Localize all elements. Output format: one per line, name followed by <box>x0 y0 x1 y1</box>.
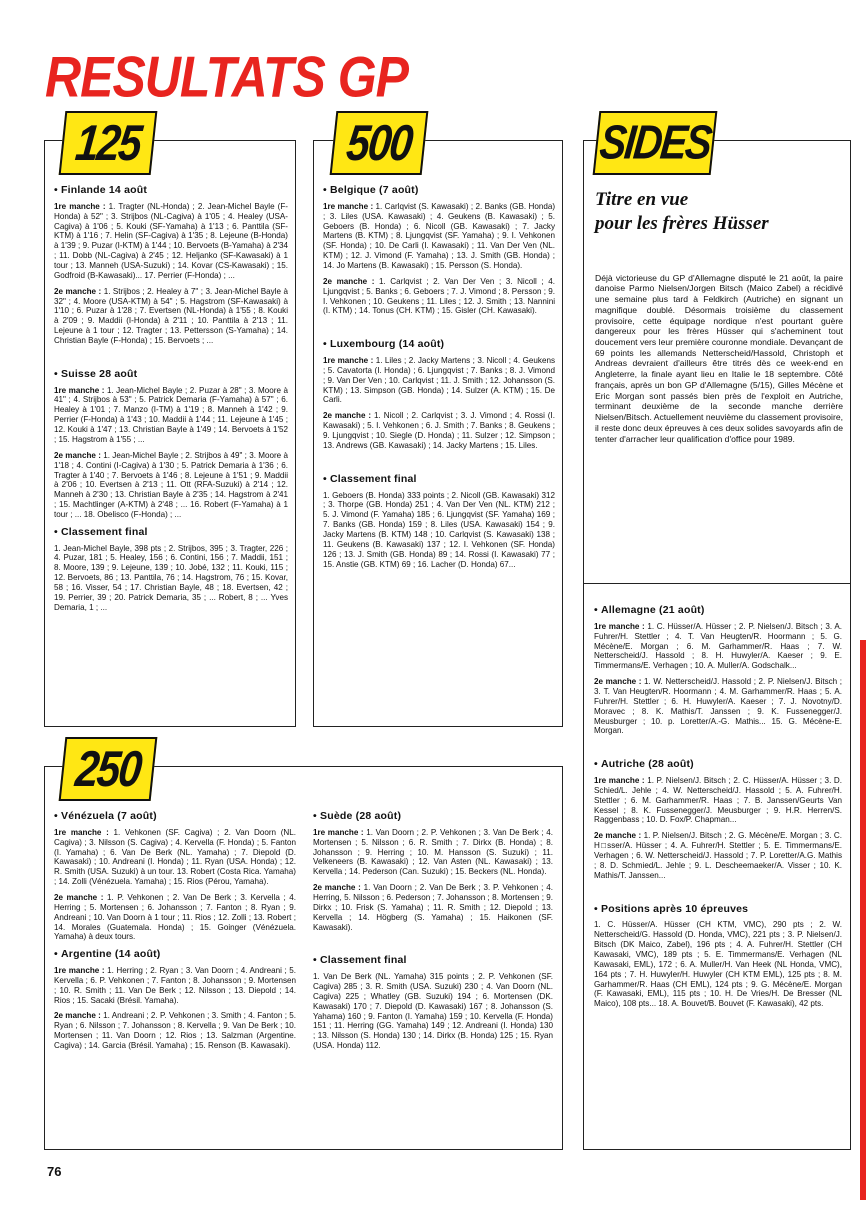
column-sides <box>594 604 842 1015</box>
manche-label: 1re manche : <box>323 356 374 366</box>
tag-sides: SIDES <box>593 111 718 175</box>
heading-argentine: • Argentine (14 août) <box>54 948 296 961</box>
tag-250: 250 <box>59 737 158 801</box>
manche-label: 1re manche : <box>323 201 374 211</box>
paragraph <box>323 411 555 450</box>
tag-500: 500 <box>330 111 429 175</box>
heading-classement: • Classement final <box>313 954 553 967</box>
results-text: 1. Carlqvist (S. Kawasaki) ; 2. Banks (GB. Honda) ; 3. Liles (USA. Kawasaki) ; 4. Geukens (B. Kawasaki) ; 5. Geboers (B. Honda) ; 6. Nicoll (GB. Kawasaki) ; 7. Jacky Martens (B. KTM) ; 8. Ljungqvist (SF. Yamaha) ; 9. I. Vehkonen (SF. Honda) ; 10. De Carli (I. Kawasaki) ; 11. Van Der Ven (NL. KTM) ; 12. J. Vimond (F. Yamaha) ; 13. J. Smith (GB. Honda) ; 14. Jo Martens (B. Kawasaki) ; 15. Persson (S. Honda). <box>323 201 556 270</box>
heading-belgique: • Belgique (7 août) <box>323 184 555 197</box>
paragraph <box>594 831 842 880</box>
paragraph <box>54 893 296 942</box>
paragraph <box>54 386 288 445</box>
tag-125: 125 <box>59 111 158 175</box>
results-text: 1. Carlqvist ; 2. Van Der Ven ; 3. Nicoll ; 4. Ljungqvist ; 5. Banks ; 6. Geboers ; 7. J. Vimond ; 8. Persson ; 9. I. Vehkonen ; 10. Geukens ; 11. Liles ; 12. J. Smith ; 13. Nannini (I. KTM) ; 14. Tonus (CH. KTM) ; 15. Gisler (CH. Kawasaki). <box>323 276 555 316</box>
results-text: 1. W. Netterscheid/J. Hassold ; 2. P. Nielsen/J. Bitsch ; 3. T. Van Heugten/R. Hoormann ; 4. M. Garhammer/R. Haas ; 5. A. Fuhrer/H. Stettler ; 6. H. Huwyler/A. Kaeser ; 7. J. Novotny/D. Moravec ; 8. K. Mathis/T. Janssen ; 9. K. Fussenegger/J. Meusburger ; 10. p. Loretter/A.-G. Mathis... 15. G. Mécène-E. Morgan. <box>594 677 842 736</box>
paragraph <box>54 1011 296 1050</box>
paragraph <box>313 828 553 877</box>
column-500 <box>323 184 555 575</box>
manche-label: 2e manche : <box>54 286 102 296</box>
heading-luxembourg: • Luxembourg (14 août) <box>323 338 555 351</box>
manche-label: 1re manche : <box>54 385 105 395</box>
results-text: 1. Tragter (NL-Honda) ; 2. Jean-Michel Bayle (F-Honda) à 52" ; 3. Strijbos (NL-Cagiva) à 1'05 ; 4. Healey (USA-Cagiva) à 1'06 ; 5. Kouki (SF-Yamaha) à 1'13 ; 6. Panttila (SF-KTM) à 1'16 ; 7. Helin (SF-Cagiva) à 1'35 ; 8. Lejeune (B-Honda) à 1'39 ; 9. Puzar (I-KTM) à 1'44 ; 10. Bervoets (B-Yamaha) à 2'34 ; 11. Dobb (NL-Cagiva) à 2'45 ; 12. Heljanko (SF-Kawasaki) à 1 tour ; 13. Manneh (USA-Suzuki) ; 14. Kovar (CS-Kawasaki) ; 15. Godfroid (B-Kawasaki)... 17. Perrier (F-Honda) ; ... <box>54 201 289 280</box>
manche-label: 1re manche : <box>594 621 645 631</box>
paragraph <box>313 883 553 932</box>
results-text: 1. Jean-Michel Bayle, 398 pts ; 2. Strijbos, 395 ; 3. Tragter, 226 ; 4. Puzar, 181 ; 5. Healey, 156 ; 6. Contini, 156 ; 7. Maddii, 151 ; 8. Moore, 139 ; 9. Lejeune, 139 ; 10. Jobé, 132 ; 11. Kouki, 115 ; 12. Bervoets, 86 ; 13. Panttila, 76 ; 14. Hagstrom, 76 ; 15. Kovar, 58 ; 16. Visser, 54 ; 17. Christian Bayle, 48 ; 18. Evertsen, 42 ; 19. Perrier, 39 ; 20. Patrick Demaria, 35 ; ... Robert, 8 ; ... Yves Demaria, 1 ; ... <box>54 543 288 612</box>
heading-classement: • Classement final <box>54 526 288 539</box>
results-text: 1. Strijbos ; 2. Healey à 7" ; 3. Jean-Michel Bayle à 32" ; 4. Moore (USA-KTM) à 54" ; 5. Hagstrom (SF-Kawasaki) à 1'10 ; 6. Puzar à 1'28 ; 7. Evertsen (NL-Honda) à 1'55 ; 8. Kouki à 2'09 ; 9. Maddii (I-Honda) à 2'11 ; 10. Panttila à 2'13 ; 11. Lejeune à 1 tour ; 12. Tragter ; 13. Pettersson (S-Yamaha) ; 14. Christian Bayle (F-Honda) ; 15. Bervoets ; ... <box>54 286 288 345</box>
heading-finlande: • Finlande 14 août <box>54 184 288 197</box>
results-text: 1. Andreani ; 2. P. Vehkonen ; 3. Smith ; 4. Fanton ; 5. Ryan ; 6. Nilsson ; 7. Johansson ; 8. Kervella ; 9. Van De Berk ; 10. Mortensen ; 11. Van Doorn ; 12. Rios ; 13. Salzman (Argentine. Cagiva) ; 14. Garcia (Brésil. Yamaha) ; 15. Renson (B. Kawasaki). <box>54 1011 296 1051</box>
paragraph <box>54 451 288 520</box>
paragraph <box>54 966 296 1005</box>
paragraph <box>323 202 555 271</box>
manche-label: 2e manche : <box>323 411 372 421</box>
heading-classement: • Classement final <box>323 473 555 486</box>
manche-label: 1re manche : <box>594 776 645 786</box>
paragraph <box>54 287 288 346</box>
heading-venezuela: • Vénézuela (7 août) <box>54 810 296 823</box>
heading-suede: • Suède (28 août) <box>313 810 553 823</box>
manche-label: 1re manche : <box>54 966 105 976</box>
results-text: 1. P. Nielsen/J. Bitsch ; 2. G. Mécène/E. Morgan ; 3. C. H□sser/A. Hüsser ; 4. A. Fuhrer/H. Stettler ; 5. E. Timmermans/E. Verhagen ; 6. W. Netterscheid/J. Hassold ; 7. P. Loretter/A.G. Mathis ; 8. D. Schmied/L. Jehle ; 9. L. Descheemaeker/A. Visser ; 10. K. Mathis/T. Janssen... <box>594 831 843 880</box>
manche-label: 2e manche : <box>54 1011 101 1021</box>
manche-label: 2e manche : <box>54 450 101 460</box>
results-text: 1. Jean-Michel Bayle ; 2. Puzar à 28" ; 3. Moore à 41" ; 4. Strijbos à 53" ; 5. Patrick Demaria (F-Yamaha) à 57" ; 6. Healey à 1'01 ; 7. Manzo (I-TM) à 1'19 ; 8. Manneh à 1'42 ; 9. Perrier (F-Honda) à 1'43 ; 10. Maddii à 1'44 ; 11. Lejeune à 1'45 ; 12. Kouki à 1'47 ; 13. Christian Bayle à 1'49 ; 14. Bervoets à 1'52 ; 15. Hagstrom à 1'55 ; ... <box>54 385 289 444</box>
manche-label: 2e manche : <box>594 677 642 687</box>
results-text: 1. P. Vehkonen ; 2. Van De Berk ; 3. Kervella ; 4. Herring ; 5. Mortensen ; 6. Johansson ; 7. Fanton ; 8. Ryan ; 9. Andreani ; 10. Van Doorn à 1 tour ; 11. Rios ; 12. Zolli ; 13. Robert ; 14. Morales (Guatemala. Honda) ; 15. Goinger (Vénézuela. Yamaha) à deux tours. <box>54 892 297 942</box>
manche-label: 1re manche : <box>313 827 364 837</box>
paragraph <box>54 202 288 281</box>
sides-headline <box>595 188 845 236</box>
heading-allemagne: • Allemagne (21 août) <box>594 604 842 617</box>
paragraph <box>54 828 296 887</box>
manche-label: 2e manche : <box>54 892 104 902</box>
results-text: 1. Liles ; 2. Jacky Martens ; 3. Nicoll ; 4. Geukens ; 5. Cavatorta (I. Honda) ; 6. Ljungqvist ; 7. Banks ; 8. J. Vimond ; 9. Van Der Ven ; 10. Carlqvist ; 11. J. Smith ; 12. Johansson (S. KTM) ; 13. Simpson (GB. Honda) ; 14. Sulzer (A. KTM) ; 15. De Carli. <box>323 356 555 405</box>
results-text: 1. Van Doorn ; 2. P. Vehkonen ; 3. Van De Berk ; 4. Mortensen ; 5. Nilsson ; 6. R. Smith ; 7. Dirkx (B. Honda) ; 8. Johansson ; 9. Herring ; 10. M. Hansson (S. Suzuki) ; 11. Velkeneers (B. Kawasaki) ; 12. Van Asten (NL. Kawasaki) ; 13. Kervella ; 14. Pederson (Can. Suzuki) ; 15. Beckers (NL. Honda). <box>313 827 554 877</box>
paragraph <box>594 677 842 736</box>
column-250-left <box>54 810 296 1057</box>
page-title: RESULTATS GP <box>45 44 408 109</box>
column-250-right <box>313 810 553 1057</box>
heading-positions: • Positions après 10 épreuves <box>594 903 842 916</box>
headline-line-2: pour les frères Hüsser <box>595 212 769 234</box>
heading-suisse: • Suisse 28 août <box>54 368 288 381</box>
results-text: 1. Van Doorn ; 2. Van De Berk ; 3. P. Vehkonen ; 4. Herring, 5. Nilsson ; 6. Pederson ; 7. Johansson ; 8. Mortensen ; 9. Dirkx ; 10. Frisk (S. Yamaha) ; 11. R. Smith ; 12. Diepold ; 13. Kervella ; 14. Högberg (S. Yamaha) ; 15. Haikonen (SF. Kawasaki). <box>313 883 553 932</box>
manche-label: 2e manche : <box>594 831 642 841</box>
results-text: 1. P. Nielsen/J. Bitsch ; 2. C. Hüsser/A. Hüsser ; 3. D. Schied/L. Jehle ; 4. W. Netterscheid/J. Hassold ; 5. A. Fuhrer/H. Stettler ; 6. M. Garhammer/R. Haas ; 7. B. Janssen/Geurts Van Kessel ; 8. K. Fussenegger/J. Meusburger ; 9. H.R. Herren/S. Raggenbass ; 10. D. Fox/P. Chapman... <box>594 776 842 825</box>
results-text: 1. C. Hüsser/A. Hüsser ; 2. P. Nielsen/J. Bitsch ; 3. A. Fuhrer/H. Stettler ; 4. T. Van Heugten/R. Hoormann ; 5. G. Mécène/E. Morgan ; 6. M. Garhammer/R. Haas ; 7. W. Netterscheid/J. Hassold ; 8. H. Huwyler/A. Kaeser ; 9. E. Timmermans/E. Verhagen ; 10. A. Muller/A. Godschalk... <box>594 621 842 671</box>
manche-label: 2e manche : <box>323 276 375 286</box>
page-number: 76 <box>47 1164 62 1179</box>
column-125 <box>54 184 288 619</box>
results-text: 1. Geboers (B. Honda) 333 points ; 2. Nicoll (GB. Kawasaki) 312 ; 3. Thorpe (GB. Honda) 251 ; 4. Van Der Ven (NL. KTM) 212 ; 5. J. Vimond (F. Yamaha) 185 ; 6. Ljungqvist (SF. Yamaha) 169 ; 7. Banks (GB. Honda) 159 ; 8. Liles (USA. Kawasaki) 154 ; 9. Jacky Martens (B. KTM) 148 ; 10. Carlqvist (S. Kawasaki) 138 ; 11. Geukens (B. Kawasaki) 137 ; 12. I. Vehkonen (SF. Honda) 126 ; 13. J. Smith (GB. Honda) 89 ; 14. Rossi (I. Kawasaki) 77 ; 15. Anstie (GB. KTM) 69 ; 16. Lacher (D. Honda) 67... <box>323 490 555 569</box>
results-text: 1. Nicoll ; 2. Carlqvist ; 3. J. Vimond ; 4. Rossi (I. Kawasaki) ; 5. I. Vehkonen ; 6. J. Smith ; 7. Banks ; 8. Geukens ; 9. Ljungqvist ; 10. Siegle (D. Honda) ; 11. Sulzer ; 12. Simpson ; 13. Andrews (GB. Kawasaki) ; 14. Jacky Martens ; 15. Liles. <box>323 411 555 450</box>
headline-line-1: Titre en vue <box>595 189 689 210</box>
edge-color-bar <box>860 640 866 1200</box>
paragraph <box>594 622 842 671</box>
manche-label: 1re manche : <box>54 201 106 211</box>
manche-label: 1re manche : <box>54 827 109 837</box>
results-text: 1. Van De Berk (NL. Yamaha) 315 points ; 2. P. Vehkonen (SF. Cagiva) 285 ; 3. R. Smith (USA. Suzuki) 230 ; 4. Van Doorn (NL. Cagiva) 225 ; Whatley (GB. Suzuki) 194 ; 6. Mortensen (DK. Kawasaki) 170 ; 7. Diepold (D. Kawasaki) 167 ; 8. Johansson (S. Yahama) 160 ; 9. Fanton (I. Yamaha) 159 ; 10. Kervella (F. Honda) 151 ; 11. Herring (GG. Yamaha) 149 ; 12. Andreani (I. Honda) 130 ; 13. Nilsson (S. Honda) 130 ; 14. Dirkx (B. Honda) 125 ; 15. Ryan (USA. Honda) 112. <box>313 972 553 1051</box>
results-text: 1. Vehkonen (SF. Cagiva) ; 2. Van Doorn (NL. Cagiva) ; 3. Nilsson (S. Cagiva) ; 4. Kervella (F. Honda) ; 5. Fanton (I. Yamaha) ; 6. Van De Berk (NL. Yamaha) ; 7. Diepold (D. Kawasaki) ; 10. Andreani (I. Honda) ; 11. Ryan (USA. Honda) ; 12. R. Smith (USA. Suzuki) à un tour. 13. Robert (Costa Rica. Yamaha) ; 14. Zolli (Vénézuela. Yamaha) ; 15. Rios (Pérou, Yamaha). <box>54 827 296 887</box>
results-text: 1. Herring ; 2. Ryan ; 3. Van Doorn ; 4. Andreani ; 5. Kervella ; 6. P. Vehkonen ; 7. Fanton ; 8. Johansson ; 9. Mortensen ; 10. R. Smith ; 11. Van De Berk ; 12. Nilsson ; 13. Diepold ; 14. Rios ; 15. Sacaki (Brésil. Yamaha). <box>54 966 297 1005</box>
heading-autriche: • Autriche (28 août) <box>594 758 842 771</box>
manche-label: 2e manche : <box>313 883 361 893</box>
results-text: 1. Jean-Michel Bayle ; 2. Strijbos à 49" ; 3. Moore à 1'18 ; 4. Contini (I-Cagiva) à 1'30 ; 5. Patrick Demaria à 1'36 ; 6. Tragter à 1'40 ; 7. Bervoets à 1'46 ; 8. Lejeune à 1'51 ; 9. Maddii à 2'06 ; 10. Evertsen à 2'13 ; 11. Ott (RFA-Suzuki) à 2'14 ; 12. Manneh à 2'30 ; 13. Christian Bayle à 2'35 ; 14. Hagstrom à 2'41 ; 15. Machtlinger (A-KTM) à 2'48 ; ... 16. Robert (F-Yamaha) à 1 tour ; ... 18. Obelisco (F-Honda) ; ... <box>54 450 288 519</box>
results-text: 1. C. Hüsser/A. Hüsser (CH KTM, VMC), 290 pts ; 2. W. Netterscheid/G. Hassold (D. Honda, VMC), 221 pts ; 3. P. Nielsen/J. Bitsch (DK Maico, Zabel), 196 pts ; 4. A. Fuhrer/H. Stettler (CH Kawasaki, VMC), 189 pts ; 5. E. Timmermans/E. Verhagen (NL Kawasaki, EML), 172 ; 6. A. Muller/H. Van Heek (NL Honda, VMC), 164 pts ; 7. H. Huwyler/H. Huwyler (CH KTM EML), 125 pts ; 8. M. Garhammer/R. Haas (CH EML), 124 pts ; 9. G. Mécène/E. Morgan (F. Kawasaki, EML), 115 pts ; 10. H. De Vries/H. De Bresser (NL Maico), 108 pts... 18. A. Bouvet/B. Bouvet (F. Kawasaki), 42 pts. <box>594 920 842 1009</box>
paragraph <box>323 356 555 405</box>
sides-intro-text: Déjà victorieuse du GP d'Allemagne disputé le 21 août, la paire danoise Parmo Nielsen/Jorgen Bitsch (Maico Zabel) a récidivé une semaine plus tard à Feldkirch (Autriche) en signant un magnifique doublé. Désormais troisième du classement provisoire, cette équipage nordique n'est pourtant guère dangereux pour les frères Hüsser qui s'acheminent tout doucement vers leur première couronne mondiale. Devançant de 69 points les allemands Netterscheid/Hassold, Christoph et Andreas devraient d'ailleurs être titrés dès ce week-end en Angleterre, la finale ayant lieu en Italie le 18 septembre. Côté français, après un bon GP d'Allemagne (5/15), Gilles Mécène et Eric Morgan sont passés bien près de l'exploit en Autriche, terminant deuxième de la seconde manche derrière Nielsen/Bitsch. Actuellement neuvième du classement provisoire, il reste donc deux épreuves à ces deux solides savoyards afin de tenter d'arracher leur qualification d'office pour 1989. <box>595 272 843 444</box>
paragraph <box>323 277 555 316</box>
paragraph <box>594 776 842 825</box>
